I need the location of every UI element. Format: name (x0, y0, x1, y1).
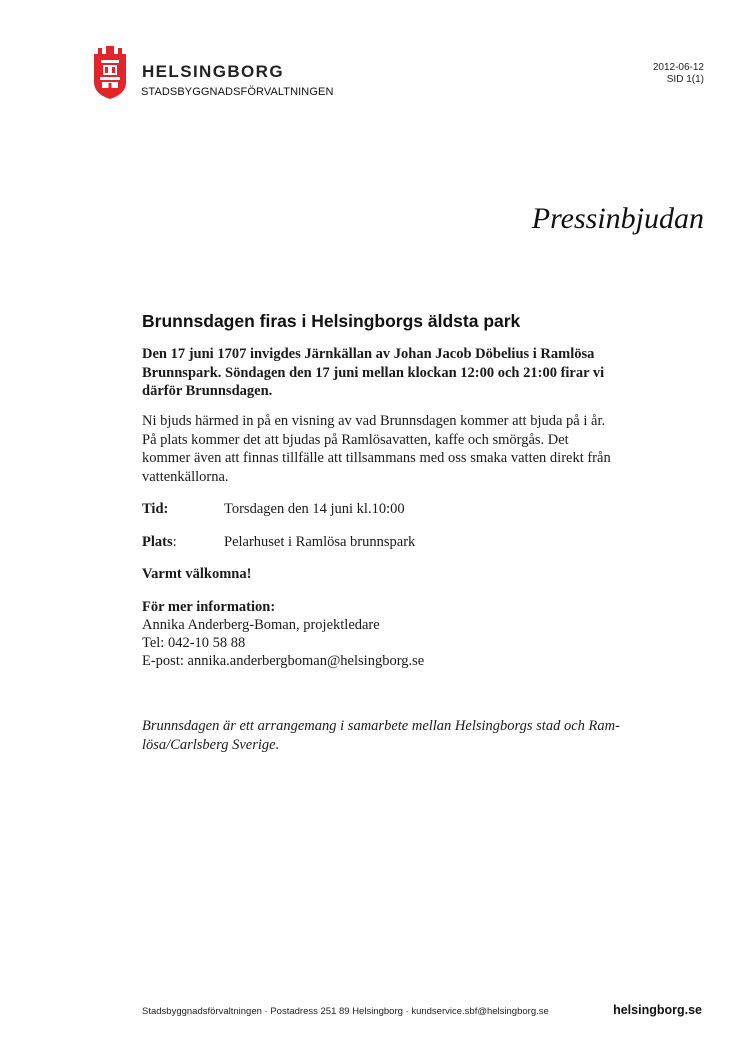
welcome-text: Varmt välkomna! (142, 566, 252, 582)
helsingborg-logo (92, 44, 128, 100)
document-date: 2012-06-12 (652, 62, 704, 73)
detail-label-place: Plats: (142, 534, 177, 550)
detail-value-place: Pelarhuset i Ramlösa brunnspark (224, 534, 416, 550)
detail-label-time: Tid: (142, 501, 169, 517)
footer-website[interactable]: helsingborg.se (613, 1003, 702, 1017)
contact-person: Annika Anderberg-Boman, projektledare (142, 617, 380, 633)
department-name: STADSBYGGNADSFÖRVALTNINGEN (141, 86, 334, 98)
headline: Brunnsdagen firas i Helsingborgs äldsta park (142, 311, 521, 331)
document-meta (653, 62, 704, 86)
document-type-label: Pressinbjudan (531, 202, 704, 235)
contact-phone: Tel: 042-10 58 88 (142, 635, 246, 651)
info-heading: För mer information: (142, 599, 276, 615)
org-name: HELSINGBORG (142, 62, 284, 81)
detail-value-time: Torsdagen den 14 juni kl.10:00 (224, 501, 405, 517)
footer-address: Stadsbyggnadsförvaltningen · Postadress 251 89 Helsingborg · kundservice.sbf@helsingborg.se (142, 1006, 549, 1017)
contact-info (142, 598, 424, 670)
contact-email: E-post: annika.anderbergboman@helsingborg.se (142, 653, 425, 669)
lead-paragraph: Den 17 juni 1707 invigdes Järnkällan av Johan Jacob Döbelius i Ramlösa Brunnspark. Söndagen den 17 juni mellan klockan 12:00 och 21:00 firar vi därför Brunnsdagen. (142, 346, 605, 399)
page-indicator: SID 1(1) (666, 74, 704, 85)
cooperation-note: Brunnsdagen är ett arrangemang i samarbete mellan Helsingborgs stad och Ram- lösa/Carlsberg Sverige. (142, 718, 620, 753)
body-paragraph: Ni bjuds härmed in på en visning av vad Brunnsdagen kommer att bjuda på i år. På plats kommer det att bjudas på Ramlösavatten, kaffe och smörgås. Det kommer även att finnas tillfälle att tillsammans med oss smaka vatten direkt från vattenkällorna. (142, 413, 611, 485)
